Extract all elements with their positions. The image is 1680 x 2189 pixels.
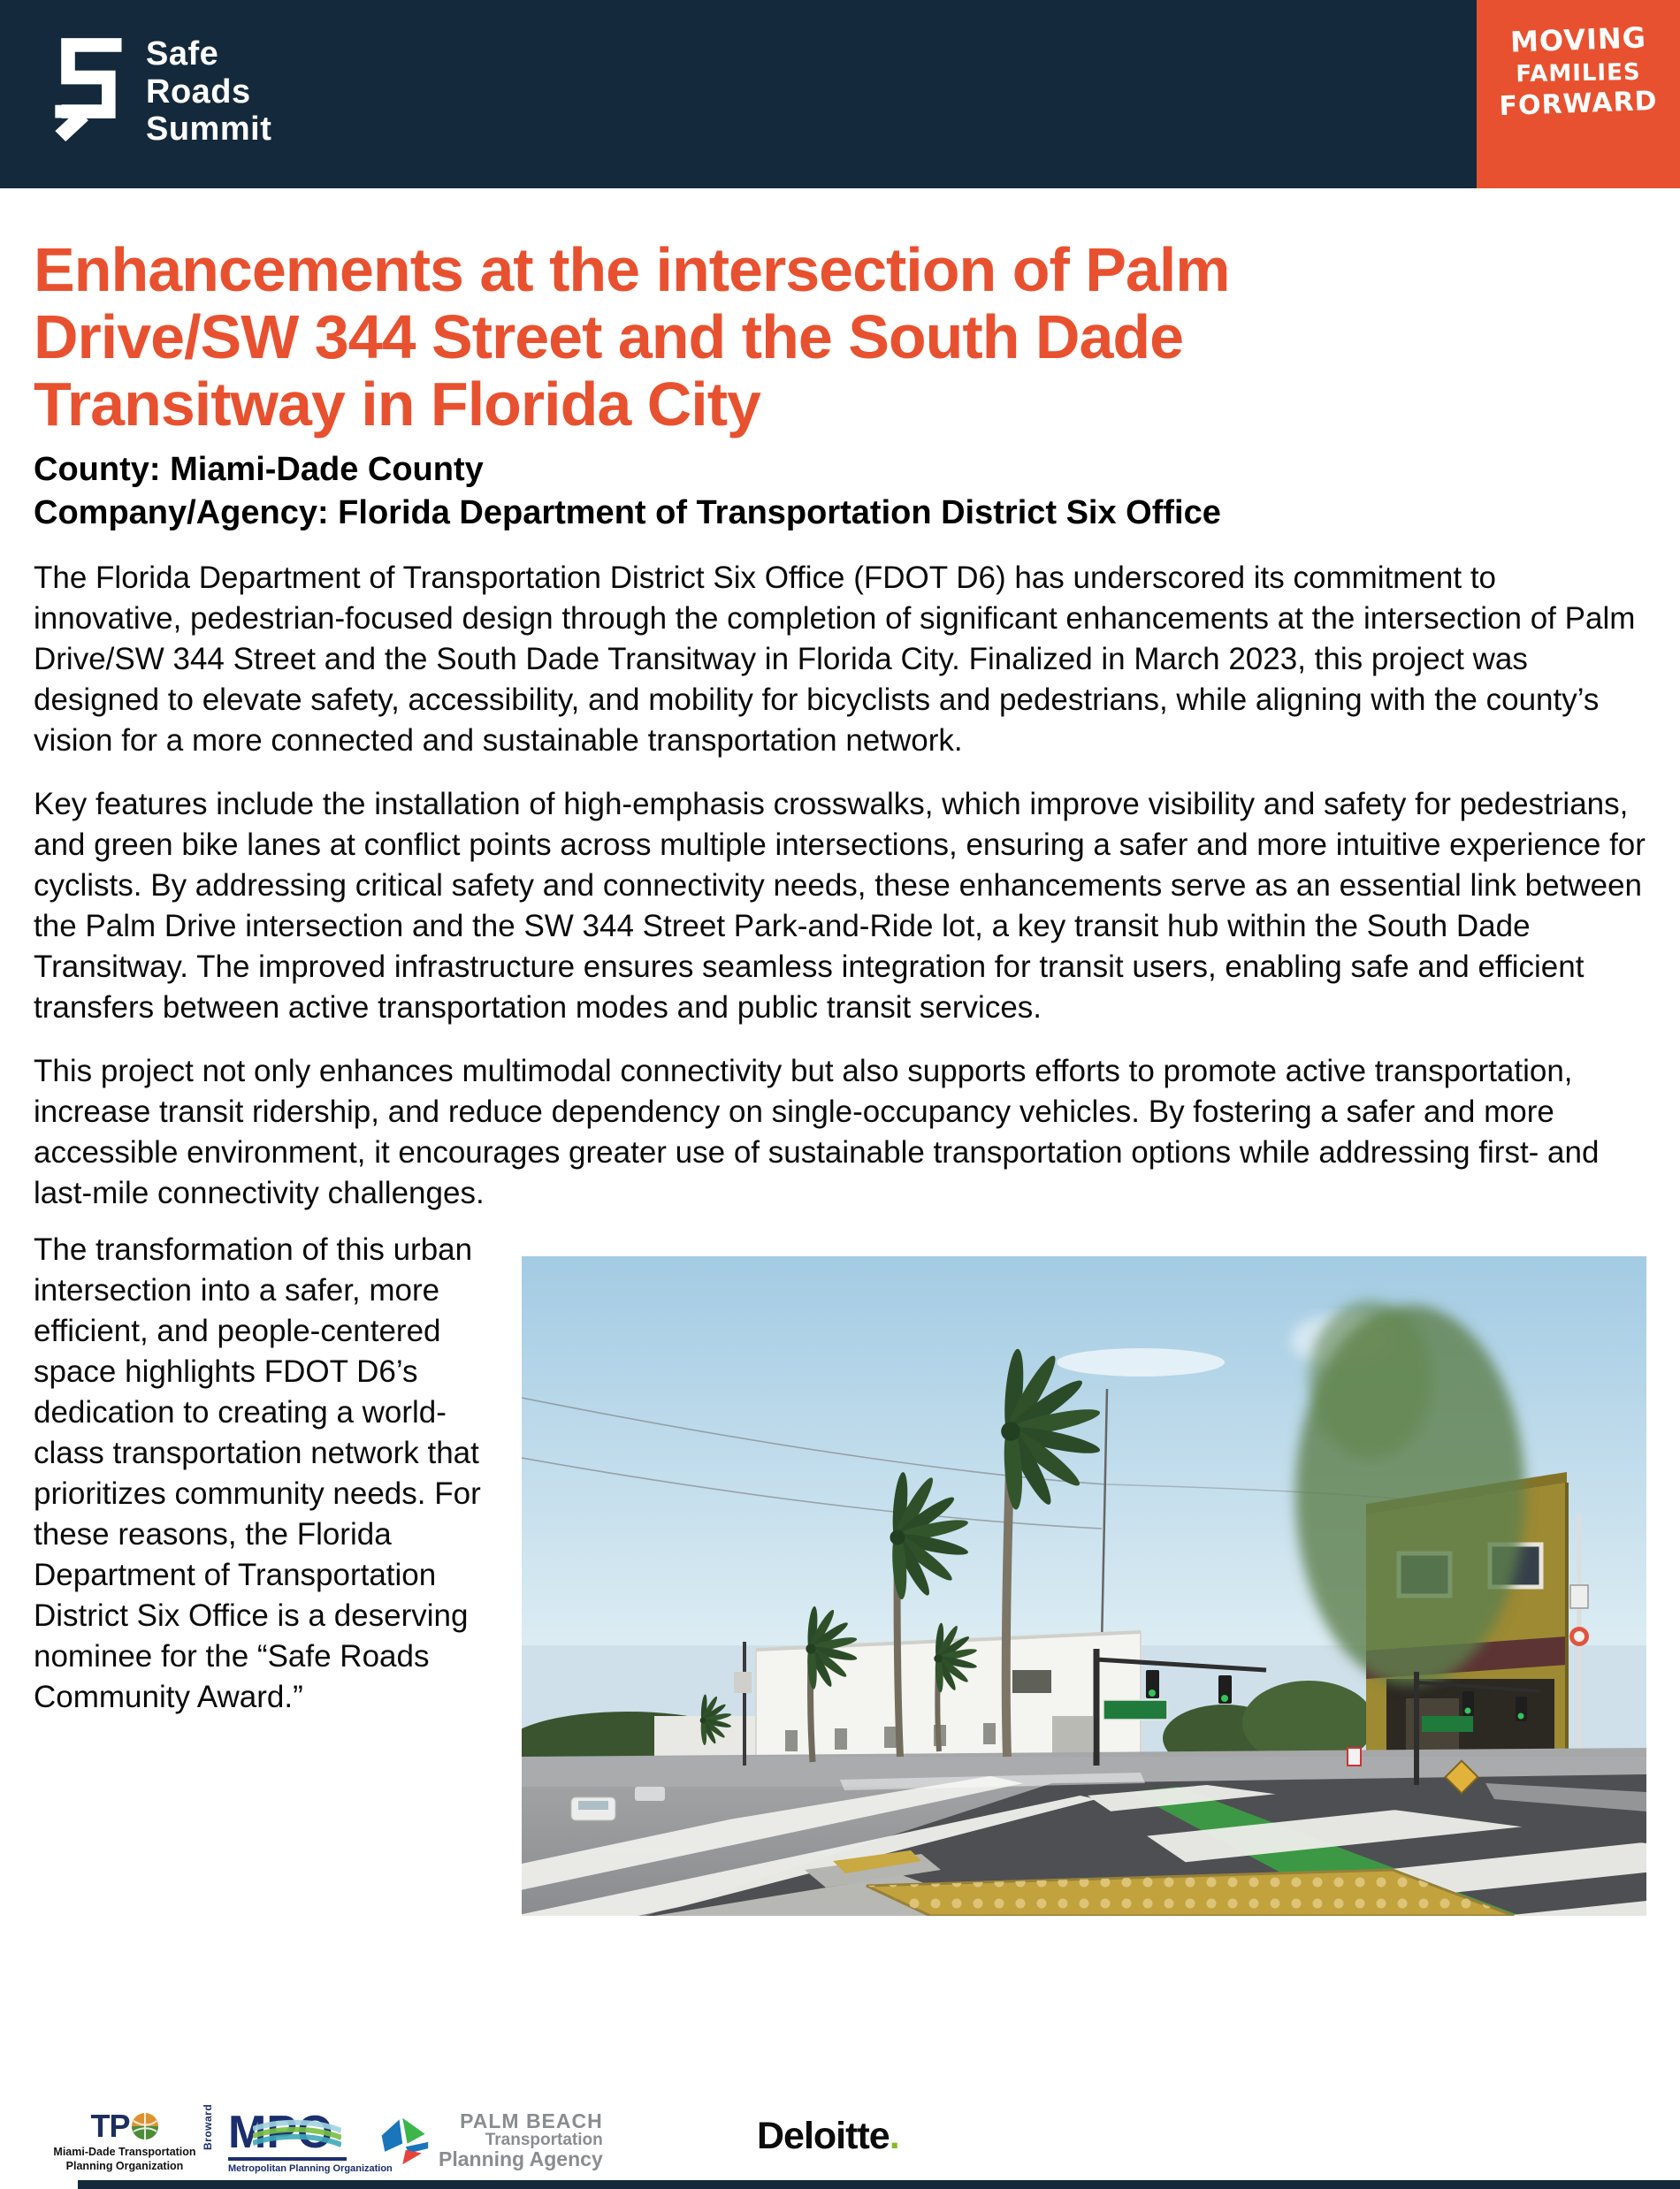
- safe-roads-summit-logo: [49, 32, 271, 154]
- title-line: Enhancements at the intersection of Palm: [34, 235, 1230, 304]
- tpa-diamond-icon: [378, 2115, 430, 2166]
- tpo-acronym: TP: [90, 2108, 130, 2144]
- road-s-icon: [49, 32, 126, 154]
- county-line: County: Miami-Dade County: [34, 451, 484, 488]
- banner-line: MOVING: [1509, 20, 1647, 59]
- deloitte-green-dot: .: [889, 2115, 899, 2157]
- footer-logos: [0, 2103, 1680, 2174]
- title-line: Drive/SW 344 Street and the South Dade: [34, 302, 1184, 371]
- mpo-caption: Metropolitan Planning Organization: [228, 2163, 393, 2174]
- deloitte-logo: [757, 2115, 899, 2158]
- logo-line: Safe: [146, 35, 219, 72]
- tpo-logo: [50, 2108, 200, 2173]
- moving-families-forward-banner: [1477, 0, 1680, 188]
- tpo-caption-line: Planning Organization: [65, 2159, 184, 2172]
- paragraph-2: Key features include the installation of high-emphasis crosswalks, which improve visibility and safety for pedestrians, and green bike lanes at conflict points across multiple intersections, ensuring a safer and more intuitive experience for cyclists. By addressing critical safety and connectivity needs, these enhancements serve as an essential link between the Palm Drive intersection and the SW 344 Street Park-and-Ride lot, a key transit hub within the South Dade Transitway. The improved infrastructure ensures seamless integration for transit users, enabling safe and efficient transfers between active transportation modes and public transit services.: [34, 787, 1646, 1025]
- page-title: [34, 236, 1646, 438]
- deloitte-wordmark: Deloitte: [757, 2115, 890, 2157]
- intersection-photo-art: [522, 1256, 1646, 1916]
- mpo-vertical-text: Broward: [202, 2103, 214, 2150]
- tpa-line: Transportation: [485, 2131, 603, 2150]
- agency-line: Company/Agency: Florida Department of Transportation District Six Office: [34, 494, 1221, 531]
- tpo-globe-icon: [131, 2112, 159, 2140]
- logo-line: Roads: [146, 72, 251, 111]
- wrap-section: [34, 1230, 1646, 1925]
- mpo-acronym: MPO: [228, 2107, 333, 2158]
- logo-line: Summit: [146, 111, 272, 149]
- banner-line: FAMILIES: [1516, 58, 1641, 88]
- article-content: [0, 236, 1680, 1925]
- title-line: Transitway in Florida City: [34, 370, 760, 439]
- paragraph-3: This project not only enhances multimodal connectivity but also supports efforts to promote active transportation, increase transit ridership, and reduce dependency on single-occupancy vehicles. By fostering a safer and more accessible environment, it encourages greater use of sustainable transportation options while addressing first- and last-mile connectivity challenges.: [34, 1054, 1600, 1210]
- bottom-accent-bar: [78, 2180, 1680, 2189]
- header-bar: [0, 0, 1680, 188]
- paragraph-1: The Florida Department of Transportation District Six Office (FDOT D6) has underscored its commitment to innovative, pedestrian-focused design through the completion of significant enhancements at the intersection of Palm Drive/SW 344 Street and the South Dade Transitway in Florida City. Finalized in March 2023, this project was designed to elevate safety, accessibility, and mobility for bicyclists and pedestrians, while aligning with the county’s vision for a more connected and sustainable transportation network.: [34, 561, 1636, 758]
- banner-line: FORWARD: [1498, 85, 1659, 123]
- broward-mpo-logo: [202, 2103, 393, 2174]
- palm-beach-tpa-logo: [378, 2111, 603, 2170]
- intersection-photo: [522, 1256, 1646, 1916]
- tpa-line: Planning Agency: [439, 2147, 603, 2170]
- tpa-line: PALM BEACH: [460, 2109, 603, 2132]
- logo-wordmark: [146, 35, 271, 149]
- tpo-caption-line: Miami-Dade Transportation: [53, 2146, 196, 2158]
- paragraph-4: The transformation of this urban intersection into a safer, more efficient, and people-centered space highlights FDOT D6’s dedication to creating a world-class transportation network that prioritizes community needs. For these reasons, the Florida Department of Transportation District Six Office is a deserving nominee for the “Safe Roads Community Award.”: [34, 1232, 481, 1714]
